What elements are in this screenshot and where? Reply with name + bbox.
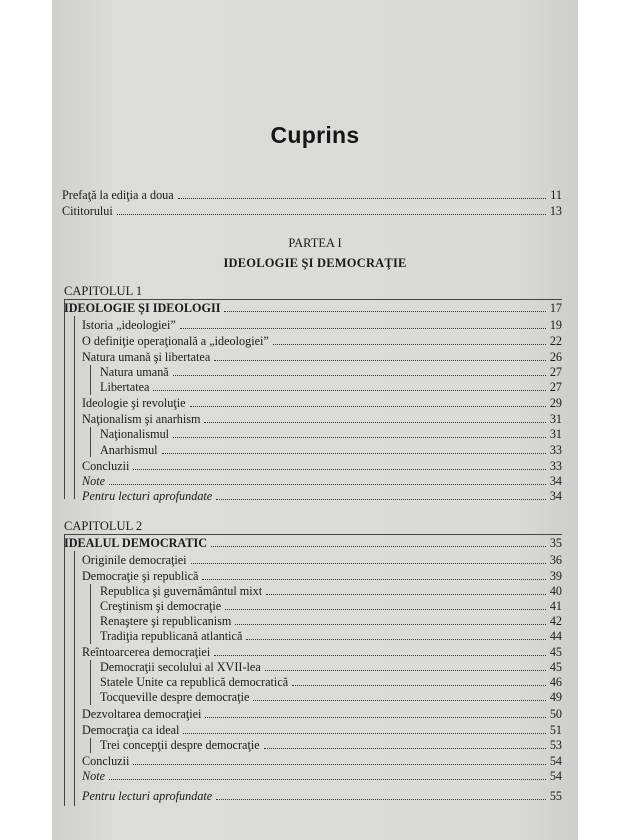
toc-entry: Pentru lecturi aprofundate 55: [82, 789, 562, 803]
toc-entry: Prefaţă la ediţia a doua 11: [62, 188, 562, 202]
toc-entry: Republica şi guvernământul mixt 40: [100, 584, 562, 598]
toc-entry: Pentru lecturi aprofundate 34: [82, 489, 562, 503]
toc-entry: Cititorului 13: [62, 204, 562, 218]
toc-entry: IDEALUL DEMOCRATIC 35: [64, 536, 562, 550]
toc-entry: Ideologie şi revoluţie 29: [82, 396, 562, 410]
toc-entry: Natura umană 27: [100, 365, 562, 379]
book-page: [52, 0, 578, 840]
toc-entry: Tradiţia republicană atlantică 44: [100, 629, 562, 643]
part-title: IDEOLOGIE ŞI DEMOCRAŢIE: [223, 256, 407, 270]
toc-entry: Trei concepţii despre democraţie 53: [100, 738, 562, 752]
chapter-label: CAPITOLUL 2: [64, 519, 143, 533]
page-title: Cuprins: [270, 122, 360, 148]
toc-entry: Statele Unite ca republică democratică 46: [100, 675, 562, 689]
toc-entry: Democraţii secolului al XVII-lea 45: [100, 660, 562, 674]
toc-entry: Democraţie şi republică 39: [82, 569, 562, 583]
toc-entry: Naţionalism şi anarhism 31: [82, 412, 562, 426]
toc-entry: IDEOLOGIE ŞI IDEOLOGII 17: [64, 301, 562, 315]
toc-entry: Democraţia ca ideal 51: [82, 723, 562, 737]
toc-entry: Note 54: [82, 769, 562, 783]
toc-entry: Renaştere şi republicanism 42: [100, 614, 562, 628]
toc-entry: Anarhismul 33: [100, 443, 562, 457]
toc-entry: Originile democraţiei 36: [82, 553, 562, 567]
toc-entry: Libertatea 27: [100, 380, 562, 394]
toc-entry: Naţionalismul 31: [100, 427, 562, 441]
toc-entry: Creştinism şi democraţie 41: [100, 599, 562, 613]
toc-entry: Tocqueville despre democraţie 49: [100, 690, 562, 704]
toc-entry: Note 34: [82, 474, 562, 488]
toc-entry: Reîntoarcerea democraţiei 45: [82, 645, 562, 659]
chapter-label: CAPITOLUL 1: [64, 284, 143, 298]
toc-entry: Natura umană şi libertatea 26: [82, 350, 562, 364]
toc-entry: Concluzii 33: [82, 459, 562, 473]
toc-entry: Dezvoltarea democraţiei 50: [82, 707, 562, 721]
toc-entry: Istoria „ideologiei” 19: [82, 318, 562, 332]
part-label: PARTEA I: [288, 236, 342, 250]
toc-entry: O definiţie operaţională a „ideologiei” 22: [82, 334, 562, 348]
toc-entry: Concluzii 54: [82, 754, 562, 768]
